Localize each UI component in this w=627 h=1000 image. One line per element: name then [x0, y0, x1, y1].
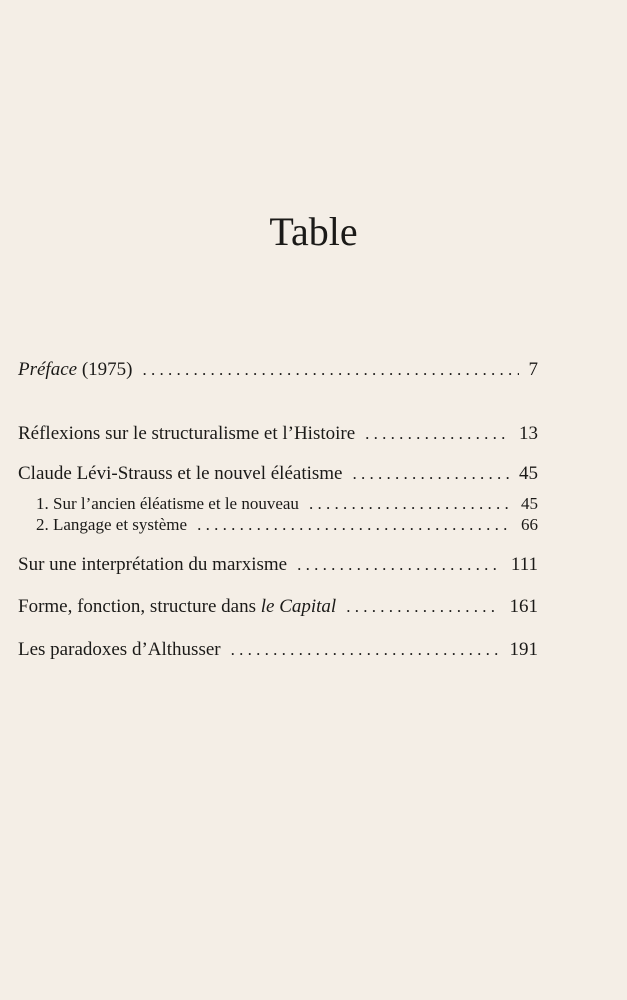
toc-entry-levi-strauss: [18, 462, 538, 486]
toc-page-number: 7: [528, 359, 538, 380]
toc-entry-forme-fonction: [18, 595, 538, 619]
toc-entry-label: Préface (1975): [18, 359, 133, 380]
toc-entry-althusser: [18, 638, 538, 662]
dot-leader: [142, 358, 518, 382]
page-title: Table: [269, 209, 358, 254]
toc-entry-label: Sur une interprétation du marxisme: [18, 554, 288, 575]
toc-entry-marxisme: [18, 553, 538, 577]
dot-leader: [197, 515, 511, 535]
toc-subentry-langage-systeme: [36, 515, 538, 535]
toc-page-number: 161: [509, 596, 538, 617]
toc-page-number: 191: [509, 639, 538, 660]
toc-entry-label: Claude Lévi-Strauss et le nouvel éléatisme: [18, 463, 343, 484]
toc-entry-label: Forme, fonction, structure dans le Capital: [18, 596, 337, 617]
toc-entry-label: Les paradoxes d’Althusser: [18, 639, 221, 660]
toc-page-number: 45: [519, 463, 538, 484]
toc-page-number: 111: [510, 554, 538, 575]
toc-entry-reflexions: [18, 422, 538, 446]
dot-leader: [346, 595, 499, 619]
dot-leader: [309, 494, 511, 514]
toc-page-number: 66: [521, 515, 538, 534]
dot-leader: [352, 462, 509, 486]
toc-entry-label: Réflexions sur le structuralisme et l’Histoire: [18, 423, 356, 444]
dot-leader: [297, 553, 501, 577]
toc-entry-label: 1. Sur l’ancien éléatisme et le nouveau: [36, 494, 299, 513]
toc-entry-label: 2. Langage et système: [36, 515, 188, 534]
toc-entry-preface: [18, 358, 538, 382]
dot-leader: [365, 422, 509, 446]
toc-page-number: 45: [521, 494, 538, 513]
toc-subentry-ancien-eleatisme: [36, 494, 538, 514]
toc-page-number: 13: [519, 423, 538, 444]
dot-leader: [231, 638, 500, 662]
